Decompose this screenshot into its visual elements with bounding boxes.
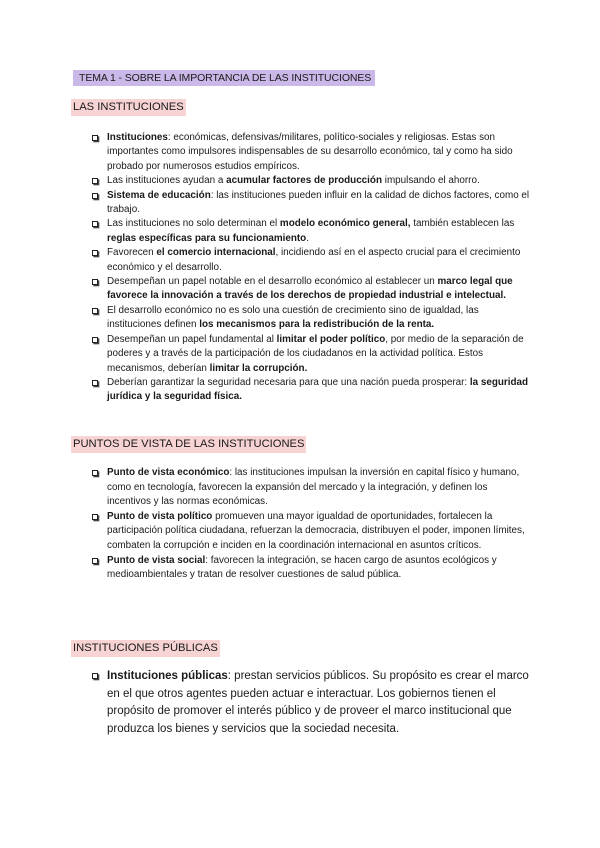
bold-text: Punto de vista social: [107, 554, 206, 566]
section-heading-puntos-de-vista: PUNTOS DE VISTA DE LAS INSTITUCIONES: [71, 436, 306, 453]
bold-text: Sistema de educación: [107, 189, 211, 201]
bold-text: los mecanismos para la redistribución de la renta.: [199, 319, 435, 331]
list-item: [92, 174, 532, 188]
bold-text: limitar la corrupción.: [209, 362, 308, 374]
section-heading-instituciones: LAS INSTITUCIONES: [71, 99, 186, 116]
bullet-list-puntos-de-vista: [92, 466, 532, 583]
checkbox-bullet-icon: [92, 470, 98, 476]
text: El desarrollo económico no es solo una cuestión de crecimiento sino de igualdad, las instituciones definen: [107, 304, 479, 331]
text: Las instituciones ayudan a: [107, 175, 227, 187]
checkbox-bullet-icon: [92, 558, 98, 564]
checkbox-bullet-icon: [92, 673, 98, 679]
checkbox-bullet-icon: [92, 380, 98, 386]
bold-text: limitar el poder político: [276, 333, 386, 345]
checkbox-bullet-icon: [92, 514, 98, 520]
text: .: [306, 232, 309, 244]
text: Las instituciones no solo determinan el: [107, 218, 280, 230]
checkbox-bullet-icon: [92, 308, 98, 314]
text: Desempeñan un papel fundamental al: [107, 333, 277, 345]
list-item: [92, 217, 532, 246]
checkbox-bullet-icon: [92, 250, 98, 256]
checkbox-bullet-icon: [92, 178, 98, 184]
bold-text: modelo económico general,: [279, 218, 411, 230]
bold-text: reglas específicas para su funcionamiento: [107, 232, 307, 244]
checkbox-bullet-icon: [92, 221, 98, 227]
list-item: [92, 275, 532, 304]
section-heading-instituciones-publicas: INSTITUCIONES PÚBLICAS: [71, 640, 220, 657]
text: también establecen las: [410, 218, 515, 230]
text: : las instituciones pueden influir en la calidad de dichos factores, como el trabajo.: [107, 189, 530, 216]
list-item: [92, 668, 532, 738]
text: , incidiendo así en el aspecto crucial para el crecimiento económico y el desarrollo.: [107, 247, 521, 273]
text: : favorecen la integración, se hacen cargo de asuntos ecológicos y medioambientales y tratan de resolver cuestiones de salud pública.: [107, 554, 497, 581]
list-item: [92, 189, 532, 218]
list-item: [92, 510, 532, 554]
list-item: [92, 131, 532, 174]
bold-text: el comercio internacional: [156, 247, 276, 259]
bold-text: Instituciones: [107, 132, 168, 143]
checkbox-bullet-icon: [92, 135, 98, 141]
bold-text: Punto de vista político: [107, 510, 213, 522]
list-item: [92, 333, 532, 376]
list-item: [92, 376, 532, 405]
checkbox-bullet-icon: [92, 279, 98, 285]
text: , por medio de la separación de poderes y a través de la participación de los ciudadanos en la actividad política. Estos mecanismos, deberían: [107, 333, 524, 374]
text: promueven una mayor igualdad de oportunidades, fortalecen la participación política ciudadana, refuerzan la democracia, distribuyen el poder, imponen límites, combaten la corrupción e inciden en la coordinación internacional en asuntos críticos.: [107, 510, 525, 551]
page-title: TEMA 1 - SOBRE LA IMPORTANCIA DE LAS INSTITUCIONES: [73, 70, 375, 86]
text: Deberían garantizar la seguridad necesaria para que una nación pueda prosperar:: [107, 376, 470, 388]
text: Desempeñan un papel notable en el desarrollo económico al establecer un: [107, 276, 438, 288]
list-item: [92, 246, 532, 275]
text: Favorecen: [107, 247, 157, 259]
bold-text: marco legal que favorece la innovación a través de los derechos de propiedad industrial e intelectual.: [107, 276, 513, 302]
checkbox-bullet-icon: [92, 337, 98, 343]
text: impulsando el ahorro.: [382, 175, 480, 187]
checkbox-bullet-icon: [92, 193, 98, 199]
list-item: [92, 304, 532, 333]
bold-text: la seguridad jurídica y la seguridad física.: [107, 376, 529, 403]
text: : económicas, defensivas/militares, político-sociales y religiosas. Estas son importantes como impulsores indispensables de su desarrollo económico, tal y como ha sido probado por numerosos estudios empíricos.: [107, 132, 513, 172]
list-item: [92, 554, 532, 583]
bullet-list-instituciones-publicas: [92, 668, 532, 738]
text: : prestan servicios públicos. Su propósito es crear el marco en el que otros agentes pueden actuar e interactuar. Los gobiernos tienen el propósito de promover el interés público y de proveer el marco institucional que produzca los bienes y servicios que la sociedad necesita.: [107, 670, 529, 735]
list-item: [92, 466, 532, 510]
bold-text: Punto de vista económico: [107, 467, 230, 478]
bold-text: acumular factores de producción: [226, 175, 382, 187]
bullet-list-instituciones: [92, 131, 532, 405]
bold-text: Instituciones públicas: [107, 670, 228, 682]
text: : las instituciones impulsan la inversión en capital físico y humano, como en tecnología, favorecen la expansión del mercado y la integración, y definen los incentivos y las normas económicas.: [107, 467, 520, 508]
